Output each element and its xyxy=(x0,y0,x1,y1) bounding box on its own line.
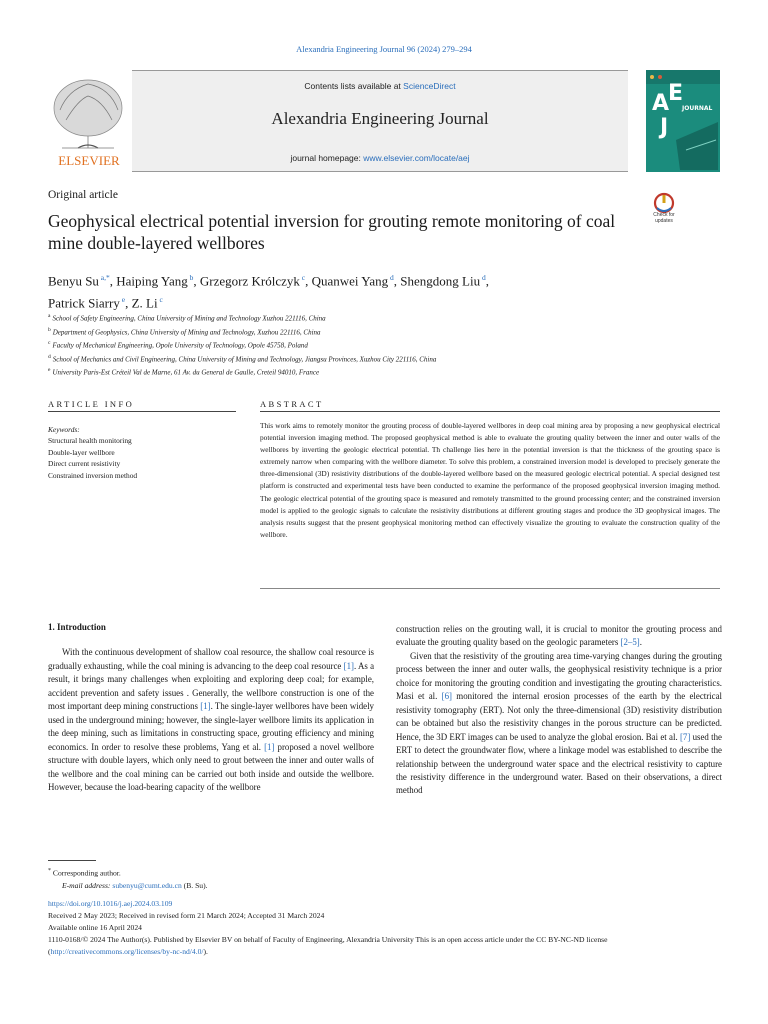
intro-paragraph-2: Given that the resistivity of the grouting area time-varying changes during the grouting process between the inner and outer walls, the geophysical resistivity technique is a prior choice for monitoring the grouting condition and investigating the grouting characteristics. Masi et al. [6] monitored the internal erosion processes of the earth by the electrical resistivity tomography (ERT). Not only the three-dimensional (3D) resistivity distribution can be obtained but also the resistivity changes in the porous structure can be predicted. Hence, the 3D ERT images can be used to analyze the global erosion. Bai et al. [7] used the ERT to detect the groundwater flow, where a linkage model was established to describe the relationship between the underground water space and the electrical resistivity to capture the resistivity difference in the underground water. Based on their observations, a direct method xyxy=(396,650,722,796)
check-for-updates-label[interactable]: Check for updates xyxy=(653,212,675,224)
affiliation-item xyxy=(48,311,708,325)
cover-letter-e: E xyxy=(668,81,684,106)
abstract-rule-top xyxy=(260,411,720,412)
article-info-rule xyxy=(48,411,236,412)
citation-link[interactable]: [7] xyxy=(679,731,691,742)
keyword-item: Constrained inversion method xyxy=(48,470,138,480)
abstract-text: This work aims to remotely monitor the grouting process of double-layered wellbores in deep coal mining area by proposing a new geophysical electrical potential inversion imaging method. The proposed geophysical method is able to evaluate the grouting quality between the inner and outer walls of the wellbores by inverting the geologic electrical potential. Th challenge lies here in the potential inversion is that the thickness of the grouting space is extremely narrow when comparing with the wellbore diameter. To solve this problem, a constrained inversion model is developed to precisely generate the three-dimensional (3D) resistivity distributions of the double-layered wellbore based on the measured geologic electrical potential. A special designed test platform is constructed and experimental tests have been conducted to examine the performance of the proposed geophysical inversion imaging method. The geologic electrical potential of the grouting space is measured and remotely transmitted to the ground processing center; and the constrained inversion model is applied to the geologic signals to calculate the resistivity distributions at different grouting stages and produce the 3D geophysical images. The analysis results suggest that the present geophysical monitoring method can effectively visualize the grouting to evaluate the construction quality of the wellbore. xyxy=(260,421,720,539)
footnotes xyxy=(48,865,720,892)
online-date: Available online 16 April 2024 xyxy=(48,923,142,933)
cover-letter-j: J xyxy=(660,115,669,140)
affiliation-mark: b xyxy=(48,326,51,333)
elsevier-tree-logo xyxy=(48,70,130,172)
citation-link[interactable]: [2–5] xyxy=(620,637,640,648)
author-affiliation-mark[interactable]: b xyxy=(187,273,194,282)
affiliation-text: School of Mechanics and Civil Engineering, China University of Mining and Technology, Jiangsu Provinces, Xuzhou City 221116, China xyxy=(52,354,437,363)
body-column-right xyxy=(396,623,722,798)
author-affiliation-mark[interactable]: c xyxy=(299,273,306,282)
corresponding-author-note: * Corresponding author. xyxy=(48,868,121,878)
affiliation-text: Faculty of Mechanical Engineering, Opole University of Technology, Opole 45758, Poland xyxy=(52,341,308,350)
author-name[interactable]: Patrick Siarry xyxy=(48,295,120,311)
affiliation-text: Department of Geophysics, China University of Mining and Technology, Xuzhou 221116, China xyxy=(52,327,321,336)
section-title-introduction: 1. Introduction xyxy=(48,622,106,632)
citation-link[interactable]: [1] xyxy=(343,660,354,671)
check-for-updates-icon[interactable] xyxy=(645,192,683,230)
author-name[interactable]: Z. Li xyxy=(131,295,158,311)
author-affiliation-mark[interactable]: d xyxy=(388,273,394,282)
contents-line: Contents lists available at ScienceDirect xyxy=(304,81,456,91)
affiliation-mark: d xyxy=(48,353,51,360)
footnote-rule xyxy=(48,860,96,861)
body-column-left xyxy=(48,621,374,794)
citation-link[interactable]: [1] xyxy=(200,701,211,712)
affiliation-mark: c xyxy=(48,340,51,347)
sciencedirect-link[interactable]: ScienceDirect xyxy=(403,81,456,91)
author-affiliation-mark[interactable]: e xyxy=(119,295,126,305)
author-name[interactable]: Grzegorz Królczyk xyxy=(199,273,300,289)
abstract-heading: ABSTRACT xyxy=(260,399,324,409)
affiliation-item xyxy=(48,325,708,339)
license-link[interactable]: http://creativecommons.org/licenses/by-nc-nd/4.0/ xyxy=(50,947,204,957)
received-dates: Received 2 May 2023; Received in revised form 21 March 2024; Accepted 31 March 2024 xyxy=(48,911,325,921)
masthead-box xyxy=(132,70,628,172)
publisher-name: ELSEVIER xyxy=(58,153,120,168)
license-statement: 1110-0168/© 2024 The Author(s). Published by Elsevier BV on behalf of Faculty of Engineering, Alexandria University This is an open access article under the CC BY-NC-ND license (http://creativecommons.org/licenses/by-nc-nd/4.0/). xyxy=(48,935,608,957)
author-affiliation-mark[interactable]: d xyxy=(480,273,486,282)
doi-link[interactable]: https://doi.org/10.1016/j.aej.2024.03.109 xyxy=(48,899,173,908)
affiliation-item xyxy=(48,365,708,379)
intro-paragraph-1: With the continuous development of shallow coal resource, the shallow coal resource is gradually exhausting, while the coal mining is advancing to the deep coal resource [1]. As a result, it brings many challenges when exploiting and exploring deep coal; for example, accident prevention and safety issues . Generally, the wellbore construction is one of the most important deep mining constructions [1]. The single-layer wellbores have been widely used in the underground mining; however, the single-layer wellbore limits its application in the deep mining, such as limitations in constructing space, grouting efficiency and mining economics. In order to resolve these problems, Yang et al. [1] proposed a novel wellbore structure with double layers, which only need to grout between the inner and outer walls of the wellbore and the coal mining can be carried out both inside and outside the wellbore. However, because the load-bearing capacity of the wellbore xyxy=(48,647,375,792)
article-title: Geophysical electrical potential inversion for grouting remote monitoring of coal mine double-layered wellbores xyxy=(48,211,616,253)
author-email-link[interactable]: subenyu@cumt.edu.cn xyxy=(112,880,182,890)
keywords-label: Keywords: xyxy=(48,425,80,434)
intro-paragraph-1-cont: construction relies on the grouting wall, it is crucial to monitor the grouting process and evaluate the grouting quality based on the geologic parameters [2–5]. xyxy=(396,624,722,648)
cover-letter-a: A xyxy=(652,91,670,116)
author-affiliation-mark[interactable]: a,* xyxy=(98,273,110,282)
masthead xyxy=(48,70,720,172)
keyword-item: Double-layer wellbore xyxy=(48,447,115,457)
author-affiliation-mark[interactable]: c xyxy=(157,295,163,305)
keyword-item: Direct current resistivity xyxy=(48,459,121,469)
keyword-item: Structural health monitoring xyxy=(48,436,132,445)
homepage-line: journal homepage: www.elsevier.com/locate/aej xyxy=(290,153,470,163)
citation-link[interactable]: [6] xyxy=(441,691,453,702)
author-name[interactable]: Benyu Su xyxy=(48,273,99,289)
cover-word: JOURNAL xyxy=(682,105,713,112)
affiliation-text: School of Safety Engineering, China University of Mining and Technology Xuzhou 221116, China xyxy=(52,314,326,323)
journal-homepage-link[interactable]: www.elsevier.com/locate/aej xyxy=(363,153,470,163)
affiliation-list xyxy=(48,311,708,379)
keyword-list xyxy=(48,435,137,481)
author-list: Benyu Su $^{a,*}$, Haiping Yang $^b$, Grzegorz Królczyk $^c$, Quanwei Yang $^d$, Shengdong Liu $^d$, Patrick Siarry $^e$, Z. Li $^c$ xyxy=(48,273,489,311)
article-type: Original article xyxy=(48,189,118,201)
article-info-heading: ARTICLE INFO xyxy=(48,399,135,409)
author-name[interactable]: Quanwei Yang xyxy=(311,273,389,289)
email-line: E-mail address: subenyu@cumt.edu.cn (B. Su). xyxy=(62,880,208,890)
journal-cover-image[interactable] xyxy=(646,70,720,172)
journal-title: Alexandria Engineering Journal xyxy=(271,109,489,128)
citation-link[interactable]: [1] xyxy=(264,741,275,752)
affiliation-mark: e xyxy=(48,367,51,374)
affiliation-item xyxy=(48,352,708,366)
author-name[interactable]: Shengdong Liu xyxy=(400,273,481,289)
journal-citation-link[interactable]: Alexandria Engineering Journal 96 (2024) 279–294 xyxy=(296,44,472,54)
affiliation-text: University Paris-Est Créteil Val de Marne, 61 Av. du General de Gaulle, Creteil 94010, France xyxy=(52,368,320,377)
affiliation-mark: a xyxy=(48,313,51,319)
author-name[interactable]: Haiping Yang xyxy=(116,273,188,289)
abstract-rule-bottom xyxy=(260,588,720,589)
publication-details xyxy=(48,898,720,958)
affiliation-item xyxy=(48,338,708,352)
